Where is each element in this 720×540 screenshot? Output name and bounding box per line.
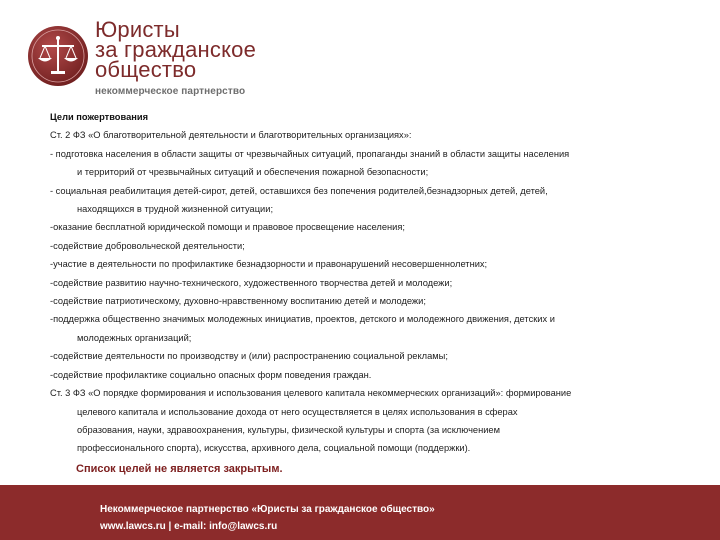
text-line: - социальная реабилитация детей-сирот, детей, оставшихся без попечения родителей,безнадзорных детей, детей,: [50, 185, 548, 196]
text-line: целевого капитала и использование дохода от него осуществляется в целях использования в сферах: [77, 406, 518, 417]
text-line: Ст. 2 ФЗ «О благотворительной деятельности и благотворительных организациях»:: [50, 130, 412, 141]
document-body: [50, 108, 690, 479]
text-line: Ст. 3 ФЗ «О порядке формирования и использования целевого капитала некоммерческих организаций»: формирование: [50, 388, 572, 399]
text-line: молодежных организаций;: [77, 332, 192, 343]
footer-contacts: www.lawcs.ru | e-mail: info@lawcs.ru: [100, 521, 278, 532]
footer-organization: Некоммерческое партнерство «Юристы за гражданское общество»: [100, 504, 435, 515]
text-line: профессионального спорта), искусства, архивного дела, социальной помощи (поддержки).: [77, 443, 471, 454]
text-line: -содействие деятельности по производству и (или) распространению социальной рекламы;: [50, 351, 448, 362]
footer-text: [100, 501, 435, 535]
text-line: образования, науки, здравоохранения, культуры, физической культуры и спорта (за исключением: [77, 424, 500, 435]
header: [0, 0, 720, 100]
logo-subtitle: некоммерческое партнерство: [95, 86, 246, 97]
text-line: -участие в деятельности по профилактике безнадзорности и правонарушений несовершеннолетних;: [50, 259, 488, 270]
logo-line-1: Юристы: [95, 17, 180, 42]
logo-line-2: за гражданское: [95, 37, 257, 62]
text-line: -содействие добровольческой деятельности;: [50, 240, 245, 251]
text-line: -поддержка общественно значимых молодежных инициатив, проектов, детского и молодежного движения, детских и: [50, 314, 555, 325]
section-heading: Цели пожертвования: [50, 112, 148, 122]
logo-text: [95, 17, 257, 97]
text-line: -содействие развитию научно-технического, художественного творчества детей и молодежи;: [50, 277, 453, 288]
text-line: -содействие профилактике социально опасных форм поведения граждан.: [50, 369, 372, 380]
text-line: -оказание бесплатной юридической помощи и правовое просвещение населения;: [50, 222, 405, 233]
closing-note: Список целей не является закрытым.: [76, 462, 283, 475]
text-line: и территорий от чрезвычайных ситуаций и обеспечения пожарной безопасности;: [77, 167, 429, 178]
text-line: находящихся в трудной жизненной ситуации;: [77, 204, 274, 215]
logo-line-3: общество: [95, 57, 197, 82]
text-line: - подготовка населения в области защиты от чрезвычайных ситуаций, пропаганды знаний в области защиты населения: [50, 148, 570, 159]
footer-bar: [0, 485, 720, 540]
text-line: -содействие патриотическому, духовно-нравственному воспитанию детей и молодежи;: [50, 296, 426, 307]
scales-of-justice-icon: [27, 25, 89, 87]
